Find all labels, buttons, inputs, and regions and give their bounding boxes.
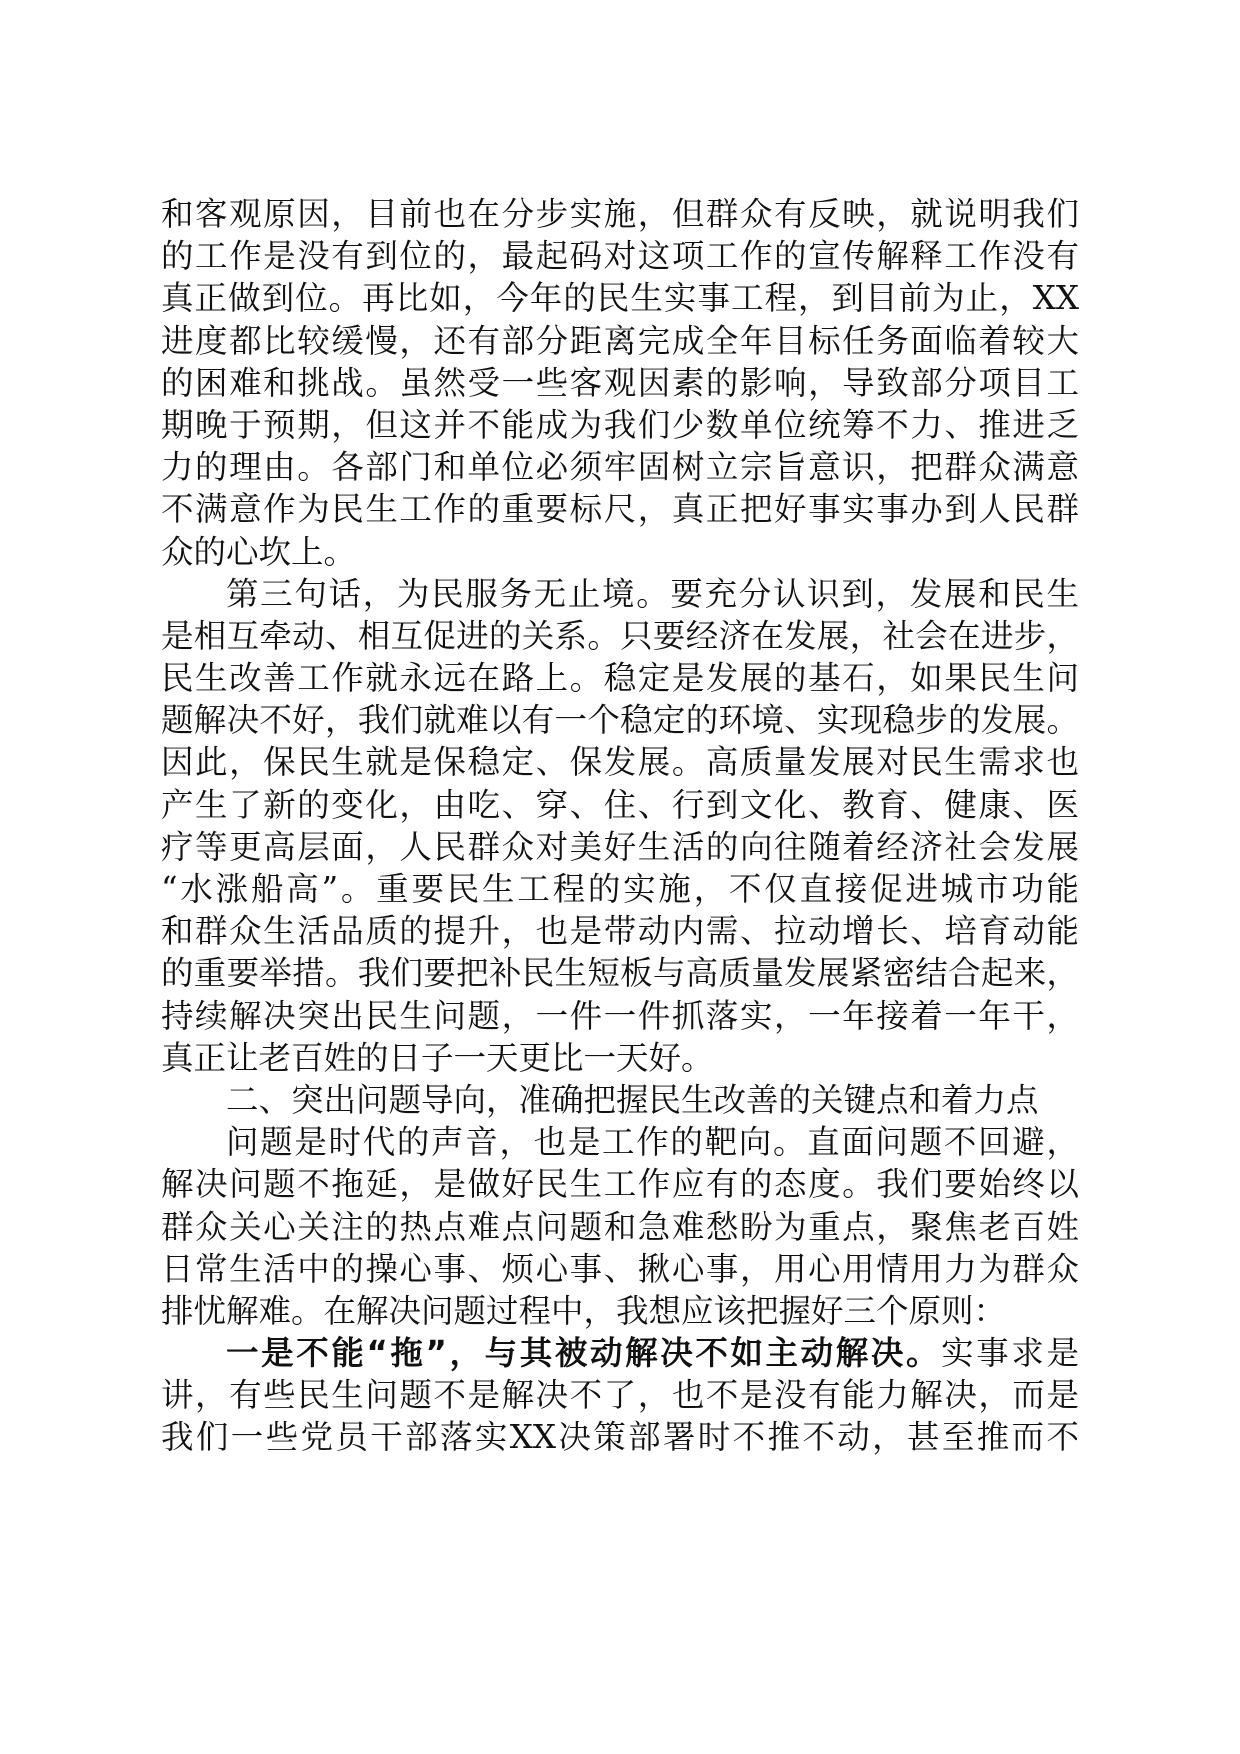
text-line: 问题是时代的声音，也是工作的靶向。直面问题不回避， bbox=[226, 1123, 1079, 1162]
text-line-tail: 实事求是 bbox=[941, 1334, 1079, 1373]
bold-lead-sentence: 一是不能“拖”，与其被动解决不如主动解决。 bbox=[226, 1334, 942, 1373]
text-line: 产生了新的变化，由吃、穿、住、行到文化、教育、健康、医 bbox=[161, 785, 1079, 824]
text-line: 因此，保民生就是保稳定、保发展。高质量发展对民生需求也 bbox=[161, 743, 1079, 782]
text-line: 和客观原因，目前也在分步实施，但群众有反映，就说明我们 bbox=[161, 195, 1079, 233]
text-line: 进度都比较缓慢，还有部分距离完成全年目标任务面临着较大 bbox=[161, 321, 1079, 360]
text-line: 和群众生活品质的提升，也是带动内需、拉动增长、培育动能 bbox=[161, 912, 1079, 951]
text-line: 疗等更高层面，人民群众对美好生活的向往随着经济社会发展 bbox=[161, 827, 1079, 866]
text-line: 的重要举措。我们要把补民生短板与高质量发展紧密结合起来， bbox=[161, 954, 1079, 993]
text-line: 民生改善工作就永远在路上。稳定是发展的基石，如果民生问 bbox=[161, 659, 1079, 698]
text-line: 的工作是没有到位的，最起码对这项工作的宣传解释工作没有 bbox=[161, 237, 1079, 276]
text-line: 力的理由。各部门和单位必须牢固树立宗旨意识，把群众满意 bbox=[161, 448, 1079, 487]
text-line: “水涨船高”。重要民生工程的实施，不仅直接促进城市功能 bbox=[161, 870, 1079, 908]
text-line: 是相互牵动、相互促进的关系。只要经济在发展，社会在进步， bbox=[161, 616, 1079, 655]
text-line: 群众关心关注的热点难点问题和急难愁盼为重点，聚焦老百姓 bbox=[161, 1207, 1079, 1246]
text-line: 第三句话，为民服务无止境。要充分认识到，发展和民生 bbox=[226, 574, 1079, 613]
text-line: 日常生活中的操心事、烦心事、揪心事，用心用情用力为群众 bbox=[161, 1249, 1079, 1288]
text-line: 解决问题不拖延，是做好民生工作应有的态度。我们要始终以 bbox=[161, 1165, 1079, 1204]
text-line: 不满意作为民生工作的重要标尺，真正把好事实事办到人民群 bbox=[161, 490, 1079, 529]
text-line: 持续解决突出民生问题，一件一件抓落实，一年接着一年干， bbox=[161, 996, 1079, 1035]
document-body bbox=[161, 193, 1079, 1459]
text-line: 题解决不好，我们就难以有一个稳定的环境、实现稳步的发展。 bbox=[161, 701, 1079, 740]
text-line: 排忧解难。在解决问题过程中，我想应该把握好三个原则： bbox=[161, 1291, 1007, 1330]
text-line: 真正让老百姓的日子一天更比一天好。 bbox=[161, 1038, 714, 1077]
text-line: 的困难和挑战。虽然受一些客观因素的影响，导致部分项目工 bbox=[161, 363, 1079, 402]
text-line: 众的心坎上。 bbox=[161, 532, 357, 571]
text-line bbox=[161, 1332, 1079, 1374]
text-line: 期晚于预期，但这并不能成为我们少数单位统筹不力、推进乏 bbox=[161, 405, 1079, 444]
text-line: 真正做到位。再比如，今年的民生实事工程，到目前为止，XX bbox=[161, 279, 1079, 318]
section-heading: 二、突出问题导向，准确把握民生改善的关键点和着力点 bbox=[226, 1080, 1039, 1119]
text-line: 我们一些党员干部落实XX决策部署时不推不动，甚至推而不 bbox=[161, 1418, 1079, 1457]
text-line: 讲，有些民生问题不是解决不了，也不是没有能力解决，而是 bbox=[161, 1376, 1079, 1415]
